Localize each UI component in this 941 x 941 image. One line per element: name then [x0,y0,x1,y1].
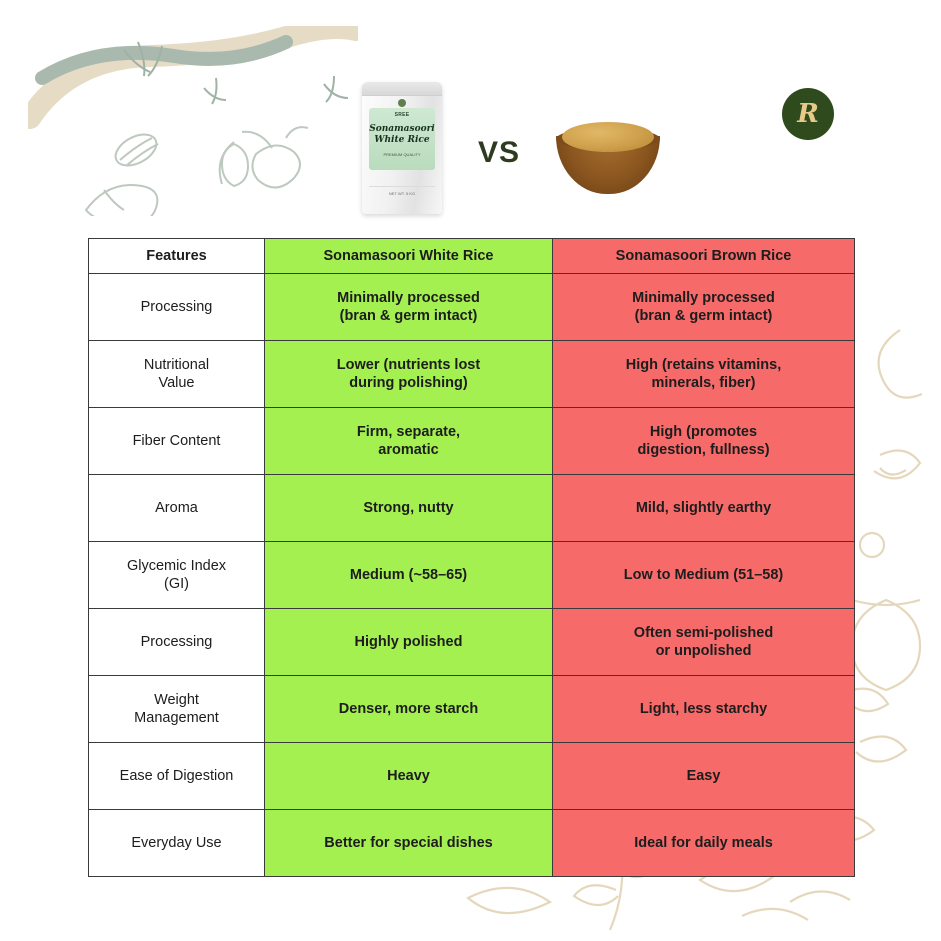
cell-brown-rice: High (promotes digestion, fullness) [553,408,855,475]
cell-brown-rice: Low to Medium (51–58) [553,542,855,609]
header-banner [0,0,941,232]
cell-white-rice: Strong, nutty [265,475,553,542]
brand-logo [782,88,834,140]
package-logo-dot [398,99,406,107]
cell-brown-rice: High (retains vitamins, minerals, fiber) [553,341,855,408]
cell-feature: Everyday Use [89,810,265,877]
table-header [89,239,855,274]
cell-brown-rice: Often semi-polished or unpolished [553,609,855,676]
cell-white-rice: Lower (nutrients lost during polishing) [265,341,553,408]
package-footer: NET WT. 5 KG [369,186,435,206]
column-header-features: Features [89,239,265,274]
comparison-table-container [88,238,854,877]
cell-white-rice: Heavy [265,743,553,810]
cell-white-rice: Denser, more starch [265,676,553,743]
cell-white-rice: Highly polished [265,609,553,676]
product-package-image [362,82,442,214]
cell-brown-rice: Light, less starchy [553,676,855,743]
versus-label: VS [478,136,521,169]
table-row [89,676,855,743]
package-subtitle: PREMIUM QUALITY [383,152,421,157]
cell-brown-rice: Mild, slightly earthy [553,475,855,542]
brown-rice-bowl-image [556,122,660,194]
table-body [89,274,855,877]
table-row [89,475,855,542]
cell-white-rice: Minimally processed (bran & germ intact) [265,274,553,341]
table-row [89,810,855,877]
package-title-line2: White Rice [374,135,430,145]
package-title-line1: Sonamasoori [369,124,435,134]
bowl-grain-fill [562,122,654,152]
package-label [369,108,435,170]
package-brand: SREE [394,112,410,118]
table-header-row [89,239,855,274]
cell-feature: Fiber Content [89,408,265,475]
table-row [89,408,855,475]
vegetable-line-art [28,26,358,216]
cell-feature: Processing [89,609,265,676]
cell-brown-rice: Minimally processed (bran & germ intact) [553,274,855,341]
table-row [89,743,855,810]
comparison-table [88,238,855,877]
table-row [89,274,855,341]
package-title [369,124,435,146]
cell-feature: Aroma [89,475,265,542]
cell-feature: Processing [89,274,265,341]
table-row [89,542,855,609]
column-header-brown-rice: Sonamasoori Brown Rice [553,239,855,274]
cell-white-rice: Better for special dishes [265,810,553,877]
cell-white-rice: Firm, separate, aromatic [265,408,553,475]
brand-logo-mark: R [797,99,819,129]
column-header-white-rice: Sonamasoori White Rice [265,239,553,274]
table-row [89,609,855,676]
cell-feature: Nutritional Value [89,341,265,408]
cell-brown-rice: Easy [553,743,855,810]
cell-white-rice: Medium (~58–65) [265,542,553,609]
cell-feature: Glycemic Index (GI) [89,542,265,609]
cell-feature: Ease of Digestion [89,743,265,810]
cell-brown-rice: Ideal for daily meals [553,810,855,877]
cell-feature: Weight Management [89,676,265,743]
package-seal [362,82,442,96]
table-row [89,341,855,408]
